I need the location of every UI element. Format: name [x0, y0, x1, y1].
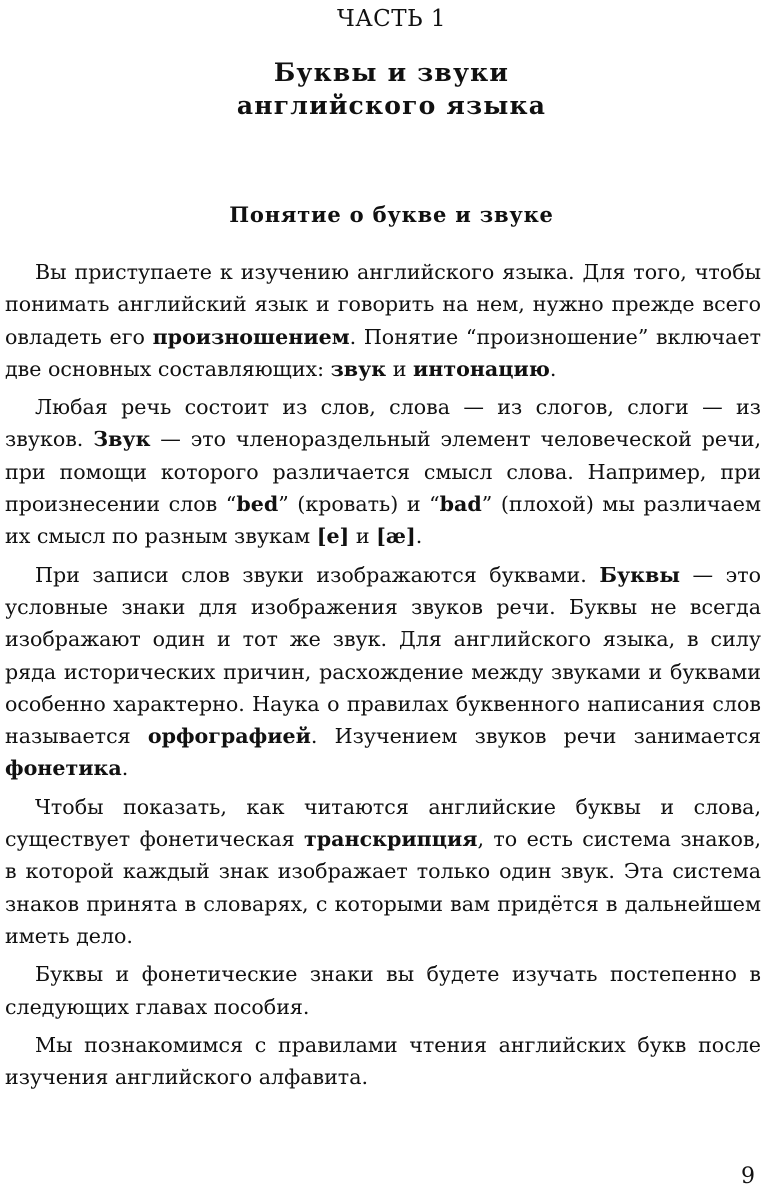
text-run: , то есть система знаков, в которой каждый знак изображает только один звук. Эта система знаков принята в словарях, с которыми вам придётся в дальнейшем иметь дело.: [5, 827, 761, 948]
text-run: Любая речь состоит из слов, слова — из слогов, слоги — из звуков.: [5, 395, 761, 452]
text-run: .: [549, 356, 557, 381]
bold-term: транскрипция: [304, 827, 478, 852]
bold-term: bed: [236, 492, 279, 517]
text-run: — это членораздельный элемент человеческой речи, при помощи которого различается смысл слова. Например, при произнесении слов “: [5, 427, 761, 517]
text-run: .: [121, 756, 129, 781]
chapter-title: [0, 56, 783, 122]
text-run: Чтобы показать, как читаются английские буквы и слова, существует фонетическая: [5, 794, 761, 852]
text-run: Буквы и фонетические знаки вы будете изучать постепенно в следующих главах пособия.: [5, 962, 761, 1019]
chapter-title-line: Буквы и звуки: [273, 58, 510, 87]
text-run: При записи слов звуки изображаются буквами.: [35, 562, 600, 587]
paragraph: [5, 256, 761, 385]
bold-term: bad: [439, 492, 482, 517]
text-run: ” (плохой) мы различаем их смысл по разным звукам: [5, 492, 761, 549]
text-run: ” (кровать) и “: [278, 492, 440, 517]
text-run: — это условные знаки для изображения звуков речи. Буквы не всегда изображают один и тот же звук. Для английского языка, в силу ряда исторических причин, расхождение между звуками и буквами особенно характерно. Наука о правилах буквенного написания слов называется: [5, 562, 761, 749]
bold-term: Звук: [93, 427, 151, 452]
part-title: ЧАСТЬ 1: [336, 6, 447, 32]
bold-term: произношением: [152, 324, 350, 349]
text-run: Мы познакомимся с правилами чтения английских букв после изучения английского алфавита.: [5, 1032, 761, 1090]
text-run: и: [349, 524, 377, 549]
paragraph: [5, 559, 761, 785]
text-run: .: [415, 524, 423, 549]
bold-term: орфографией: [147, 724, 311, 749]
paragraph: [5, 958, 761, 1023]
page-number: 9: [741, 1164, 755, 1189]
text-run: . Понятие “произношение” включает две основных составляющих:: [5, 324, 761, 381]
bold-term: [e]: [316, 524, 350, 549]
bold-term: звук: [330, 356, 387, 381]
chapter-title-line: английского языка: [236, 91, 547, 120]
bold-term: Буквы: [599, 562, 680, 587]
paragraph: [5, 791, 761, 952]
text-run: и: [386, 356, 413, 381]
paragraph: [5, 1029, 761, 1094]
body-text: [5, 256, 761, 1099]
section-title: Понятие о букве и звуке: [229, 202, 554, 227]
text-run: Вы приступаете к изучению английского языка. Для того, чтобы понимать английский язык и говорить на нем, нужно прежде всего овладеть его: [5, 260, 761, 349]
bold-term: фонетика: [5, 756, 122, 781]
text-run: . Изучением звуков речи занимается: [310, 724, 761, 749]
paragraph: [5, 391, 761, 552]
bold-term: интонацию: [412, 356, 550, 381]
bold-term: [æ]: [376, 524, 416, 549]
